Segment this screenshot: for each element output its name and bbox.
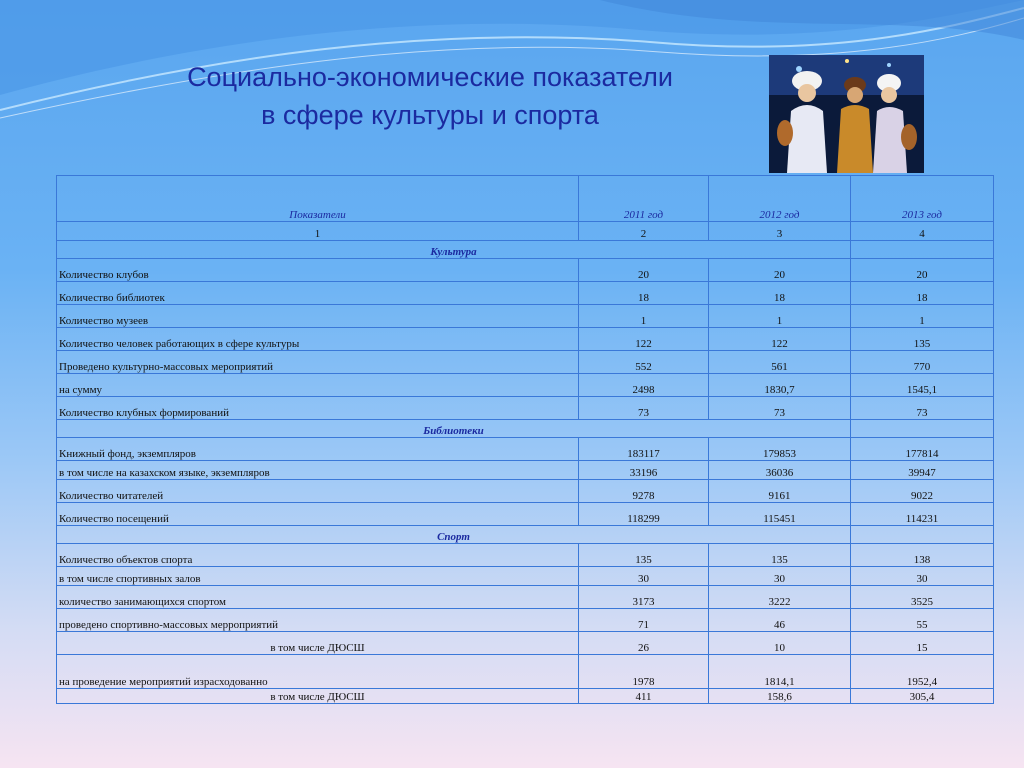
value-2013: 1545,1 xyxy=(851,374,994,397)
table-row xyxy=(57,374,994,397)
row-label: Количество музеев xyxy=(57,305,579,328)
section-title: Спорт xyxy=(57,526,851,544)
value-2012: 115451 xyxy=(709,503,851,526)
value-2011: 30 xyxy=(579,567,709,586)
value-2012: 36036 xyxy=(709,461,851,480)
value-2011: 2498 xyxy=(579,374,709,397)
table-row xyxy=(57,567,994,586)
value-2012: 73 xyxy=(709,397,851,420)
index-cell: 3 xyxy=(709,222,851,241)
row-label: Проведено культурно-массовых мероприятий xyxy=(57,351,579,374)
value-2013: 55 xyxy=(851,609,994,632)
value-2011: 411 xyxy=(579,689,709,704)
table-row xyxy=(57,282,994,305)
table-row xyxy=(57,586,994,609)
value-2012: 1814,1 xyxy=(709,655,851,689)
table-row xyxy=(57,480,994,503)
row-label: проведено спортивно-массовых мерроприятий xyxy=(57,609,579,632)
header-2012: 2012 год xyxy=(709,176,851,222)
value-2012: 135 xyxy=(709,544,851,567)
row-label: Количество человек работающих в сфере культуры xyxy=(57,328,579,351)
value-2011: 71 xyxy=(579,609,709,632)
value-2011: 118299 xyxy=(579,503,709,526)
table-row xyxy=(57,461,994,480)
title-line-2: в сфере культуры и спорта xyxy=(261,100,599,130)
row-label: в том числе ДЮСШ xyxy=(57,632,579,655)
table-header-row xyxy=(57,176,994,222)
row-label: Количество объектов спорта xyxy=(57,544,579,567)
table-row xyxy=(57,259,994,282)
header-2013: 2013 год xyxy=(851,176,994,222)
value-2011: 122 xyxy=(579,328,709,351)
value-2012: 20 xyxy=(709,259,851,282)
value-2013: 39947 xyxy=(851,461,994,480)
value-2012: 122 xyxy=(709,328,851,351)
value-2013: 770 xyxy=(851,351,994,374)
row-label: на проведение мероприятий израсходованно xyxy=(57,655,579,689)
value-2013: 138 xyxy=(851,544,994,567)
value-2013: 1 xyxy=(851,305,994,328)
table-row xyxy=(57,632,994,655)
index-cell: 2 xyxy=(579,222,709,241)
value-2012: 30 xyxy=(709,567,851,586)
value-2011: 73 xyxy=(579,397,709,420)
title-line-1: Социально-экономические показатели xyxy=(187,62,673,92)
header-indicator: Показатели xyxy=(57,176,579,222)
value-2013: 15 xyxy=(851,632,994,655)
row-label: Количество клубных формирований xyxy=(57,397,579,420)
value-2011: 9278 xyxy=(579,480,709,503)
value-2013: 305,4 xyxy=(851,689,994,704)
section-row-sport xyxy=(57,526,994,544)
value-2012: 46 xyxy=(709,609,851,632)
value-2013: 114231 xyxy=(851,503,994,526)
value-2011: 1 xyxy=(579,305,709,328)
value-2013: 18 xyxy=(851,282,994,305)
row-label: Количество библиотек xyxy=(57,282,579,305)
row-label: в том числе ДЮСШ xyxy=(57,689,579,704)
value-2011: 20 xyxy=(579,259,709,282)
section-title: Библиотеки xyxy=(57,420,851,438)
value-2012: 561 xyxy=(709,351,851,374)
row-label: в том числе спортивных залов xyxy=(57,567,579,586)
value-2013: 9022 xyxy=(851,480,994,503)
table-row xyxy=(57,544,994,567)
table-row xyxy=(57,328,994,351)
value-2012: 10 xyxy=(709,632,851,655)
row-label: Количество клубов xyxy=(57,259,579,282)
table-row xyxy=(57,689,994,704)
value-2013: 135 xyxy=(851,328,994,351)
indicators-table xyxy=(56,175,994,704)
value-2012: 158,6 xyxy=(709,689,851,704)
value-2011: 1978 xyxy=(579,655,709,689)
value-2011: 552 xyxy=(579,351,709,374)
value-2011: 3173 xyxy=(579,586,709,609)
row-label: количество занимающихся спортом xyxy=(57,586,579,609)
row-label: на сумму xyxy=(57,374,579,397)
table-row xyxy=(57,609,994,632)
table-row xyxy=(57,351,994,374)
row-label: Количество читателей xyxy=(57,480,579,503)
index-cell: 4 xyxy=(851,222,994,241)
value-2013: 73 xyxy=(851,397,994,420)
value-2011: 26 xyxy=(579,632,709,655)
value-2011: 135 xyxy=(579,544,709,567)
section-row-culture xyxy=(57,241,994,259)
value-2012: 9161 xyxy=(709,480,851,503)
row-label: Количество посещений xyxy=(57,503,579,526)
value-2012: 179853 xyxy=(709,438,851,461)
table-row xyxy=(57,397,994,420)
index-cell: 1 xyxy=(57,222,579,241)
header-2011: 2011 год xyxy=(579,176,709,222)
value-2013: 20 xyxy=(851,259,994,282)
row-label: в том числе на казахском языке, экземпляров xyxy=(57,461,579,480)
value-2013: 1952,4 xyxy=(851,655,994,689)
section-row-libraries xyxy=(57,420,994,438)
value-2011: 18 xyxy=(579,282,709,305)
table-row xyxy=(57,503,994,526)
value-2012: 3222 xyxy=(709,586,851,609)
table-row xyxy=(57,655,994,689)
column-index-row xyxy=(57,222,994,241)
value-2013: 30 xyxy=(851,567,994,586)
section-title: Культура xyxy=(57,241,851,259)
table-row xyxy=(57,438,994,461)
performers-photo xyxy=(769,55,924,173)
value-2013: 3525 xyxy=(851,586,994,609)
value-2012: 1830,7 xyxy=(709,374,851,397)
row-label: Книжный фонд, экземпляров xyxy=(57,438,579,461)
value-2012: 18 xyxy=(709,282,851,305)
value-2011: 183117 xyxy=(579,438,709,461)
page-title xyxy=(120,58,740,134)
table-row xyxy=(57,305,994,328)
value-2012: 1 xyxy=(709,305,851,328)
value-2013: 177814 xyxy=(851,438,994,461)
value-2011: 33196 xyxy=(579,461,709,480)
